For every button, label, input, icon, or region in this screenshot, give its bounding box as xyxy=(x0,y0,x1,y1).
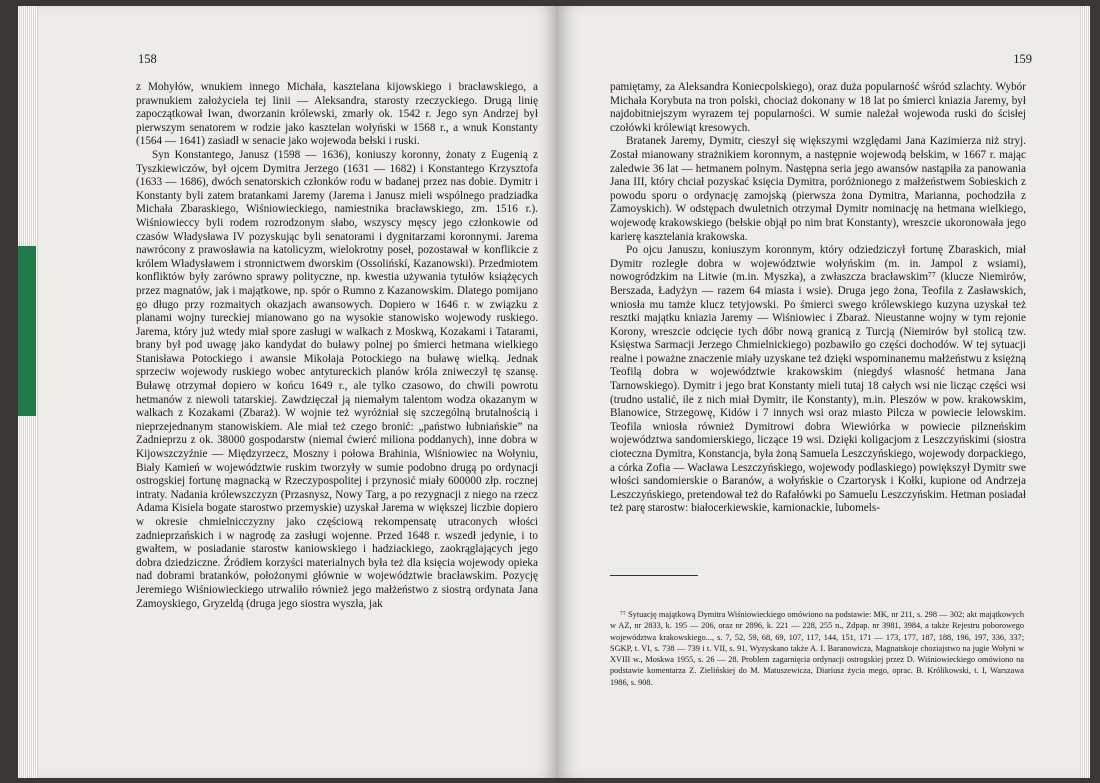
right-page xyxy=(558,6,1090,778)
paragraph: z Mohyłów, wnukiem innego Michała, kasztelana kijowskiego i bracławskiego, a prawnukiem założyciela tej linii — Aleksandra, starosty rzeczyckiego. Drugą linię zapoczątkował Iwan, dworzanin królewski, zmarły ok. 1542 r. Jego syn Andrzej był pierwszym senatorem w rodzie jako kasztelan wołyński w 1568 r., a wnuk Konstanty (1564 — 1641) zasiadł w senacie jako wojewoda bełski i ruski. xyxy=(136,81,538,148)
footnote-rule xyxy=(610,575,698,576)
green-bookmark-tab xyxy=(18,246,36,416)
paragraph: Syn Konstantego, Janusz (1598 — 1636), koniuszy koronny, żonaty z Eugenią z Tyszkiewiczów, był ojcem Dymitra Jerzego (1631 — 1682) i Konstantego Krzysztofa (1633 — 1686), dwóch senatorskich członków rodu w badanej przez nas dobie. Dymitr i Konstanty byli zatem bratankami Jaremy (Jarema i Janusz mieli wspólnego pradziadka Michała Zbaraskiego, Wiśniowieckiego, namiestnika bracławskiego, zm. 1516 r.). Wiśniowieccy byli rodem rozrodzonym słabo, wszyscy męscy jego członkowie od czasów Władysława IV pozyskując byli senatorami i dygnitarzami koronnymi. Jarema nawrócony z prawosławia na katolicyzm, wielokrotny poseł, pozostawał w konflikcie z królem Władysławem i stronnictwem dworskim (Ossolińskí, Kazanowski). Przedmiotem konfliktów były zarówno sprawy polityczne, np. kwestia używania tytułów książęcych przez magnatów, jak i majątkowe, np. spór o Rumno z Kazanowskim. Dlatego pomijano go długo przy rozmaitych okazjach awansowych. Dopiero w 1646 r. w związku z planami wojny tureckiej mianowano go na wysokie stanowisko wojewody ruskiego. Jarema, który już wtedy miał spore zasługi w walkach z Moskwą, Kozakami i Tatarami, brany był pod uwagę jako kandydat do buławy polnej po śmierci hetmana wielkiego Stanisława Potockiego i awansie Mikołaja Potockiego na buławę wielką. Jednak sprzeciw wojewody ruskiego wobec antytureckich planów króla zniweczył tę szansę. Buławę otrzymał dopiero w końcu 1649 r., ale tylko czasowo, do chwili powrotu hetmanów z niewoli tatarskiej. Zawdzięczał ją niemałym talentom wodza okazanym w walkach z Kozakami (Zbaraż). W wojnie też wyróżniał się szczególną brutalnością i nieprzejednanym stanowiskiem. Ale miał też czego bronić: „państwo łubniańskie” na Zadnieprzu z ok. 38000 gospodarstw (niemal ćwierć miliona poddanych), inne dobra w Kijowszczyźnie — Międzyrzecz, Moszny i połowa Brahinia, Wiśniowiec na Wołyniu, Biały Kamień w województwie ruskim tworzyły w sumie podobno drugą po ordynacji ostrogskiej fortunę magnacką w Rzeczypospolitej i przynosić miały 600000 złp. rocznej intraty. Nadania królewszczyzn (Przasnysz, Nowy Targ, a po rezygnacji z niego na rzecz Adama Kisiela bogate starostwo przemyskie) uzyskał Jarema w większej liczbie dopiero w okresie chmielnicczyzny jako częściową rekompensatę utraconych włości zadnieprzańskich i w nagrodę za zasługi wojenne. Przed 1648 r. wszedł jedynie, i to gwałtem, w posiadanie starostw kaniowskiego i hadziackiego, zaokrąglających jego dobra dziedziczne. Źródłem korzyści materialnych była też dla księcia wojewody opieka nad dobrami bratanków, położonymi głównie w województwie bracławskim. Pozycję Jeremiego Wiśniowieckiego utrwaliło również jego małżeństwo z siostrą ordynata Jana Zamoyskiego, Gryzeldą (druga jego siostra wyszła, jak xyxy=(136,148,538,610)
paragraph: Bratanek Jaremy, Dymitr, cieszył się większymi względami Jana Kazimierza niż stryj. Został mianowany strażnikiem koronnym, a następnie wojewodą bełskim, w 1667 r. mając zaledwie 36 lat — hetmanem polnym. Następna seria jego awansów nastąpiła za panowania Jana III, który chciał pozyskać księcia Dymitra, poróżnionego z małżeństwem Sobieskich z powodu sporu o ordynację zamojską (pierwsza żona Dymitra, Marianna, pochodziła z Zamoyskich). W odstępach dwuletnich otrzymał Dymitr nominację na hetmana wielkiego, wojewodę krakowskiego (bełskie objął po nim brat Konstanty), wreszcie ukoronowała jego karierę kasztelania krakowska. xyxy=(610,135,1026,243)
page-number-left: 158 xyxy=(138,52,157,66)
paragraph: Po ojcu Januszu, koniuszym koronnym, który odziedziczył fortunę Zbaraskich, miał Dymitr rozległe dobra w województwie wołyńskim (m. in. Jampol z wsiami), nowogródzkim na Litwie (m.in. Myszka), a zwłaszcza bracławskim⁷⁷ (klucze Niemirów, Berszada, Ładyżyn — razem 64 miasta i wsie). Druga jego żona, Teofila z Zasławskich, wniosła mu tamże klucz tetyjowski. Po śmierci swego królewskiego kuzyna uzyskał też resztki majątku kniazia Jaremy — Wiśniowiec i Zbaraż. Nieustanne wojny w tym rejonie Korony, wreszcie odcięcie tych dóbr nową granicą z Turcją (Niemirów był stolicą tzw. Księstwa Sarmacji Jerzego Chmielnickiego) pozbawiło go części dochodów. W tej sytuacji realne i poważne znaczenie miały uzyskane też dzięki wspominanemu małżeństwu z księżną Teofilą dobra w województwie krakowskim (niegdyś własność hetmana Jana Tarnowskiego). Dymitr i jego brat Konstanty mieli tutaj 18 całych wsi nie licząc części wsi (trudno ustalić, ile z nich miał Dymitr, ile Konstanty), m.in. Pleszów w pow. krakowskim, Blanowice, Strzegowę, Kidów i 7 innych wsi oraz miasto Pilcza w powiecie lelowskim. Teofila wniosła również Dymitrowi dobra Wiewiórka w powiecie pilzneńskim województwa sandomierskiego, liczące 19 wsi. Dzięki koligacjom z Leszczyńskimi (siostra cioteczna Dymitra, Konstancja, była żoną Samuela Leszczyńskiego, wojewody dorpackiego, a córka Zofia — Wacława Leszczyńskiego, wojewody podlaskiego) powiększył Dymitr swe włości sandomierskie o Baranów, a wołyńskie o Czartorysk i Kołki, kupione od Andrzeja Leszczyńskiego, pretendował też do Rafałówki po Samuelu Leszczyńskim. Hetman posiadał też parę starostw: białocerkiewskie, kamionackie, lubomels- xyxy=(610,244,1026,515)
footnote-text: ⁷⁷ Sytuację majątkową Dymitra Wiśniowieckiego omówiono na podstawie: MK, nr 211, s. 298 — 302; akt majątkowych w AZ, nr 2833, k. 195 — 206, oraz nr 2896, k. 221 — 228, 255 n., Zdpap. nr 3981, 3984, a także Rejestru poborowego województwa krakowskiego..., s. 7, 52, 59, 68, 69, 107, 117, 144, 151, 171 — 173, 177, 187, 188, 196, 197, 336, 337; SGKP, t. VI, s. 738 — 739 i t. VII, s. 91. Wyzyskano także A. I. Baranowicza, Magnatskoje choziajstwo na jugie Wołyni w XVIII w., Moskwa 1955, s. 26 — 28. Problem zagarnięcia ordynacji ostrogskiej przez D. Wiśniowieckiego omówiono na podstawie komentarza Z. Zielińskiej do M. Matuszewicza, Diariusz życia mego, oprac. B. Królikowski, t. I, Warszawa 1986, s. 908. xyxy=(610,610,1024,687)
left-page-body xyxy=(136,81,538,611)
footnote xyxy=(610,609,1024,688)
paragraph: pamiętamy, za Aleksandra Koniecpolskiego), oraz duża popularność wśród szlachty. Wybór Michała Korybuta na tron polski, chociaż dokonany w 18 lat po śmierci kniazia Jaremy, był najdobitniejszym wyrazem tej popularności. W sumie należał wojewoda ruski do ścisłej czołówki królewiąt kresowych. xyxy=(610,81,1026,134)
page-number-right: 159 xyxy=(1013,52,1032,66)
left-page xyxy=(38,6,558,778)
page-edges-right xyxy=(1080,6,1090,778)
book-spread xyxy=(18,6,1090,778)
right-page-body xyxy=(610,81,1026,516)
